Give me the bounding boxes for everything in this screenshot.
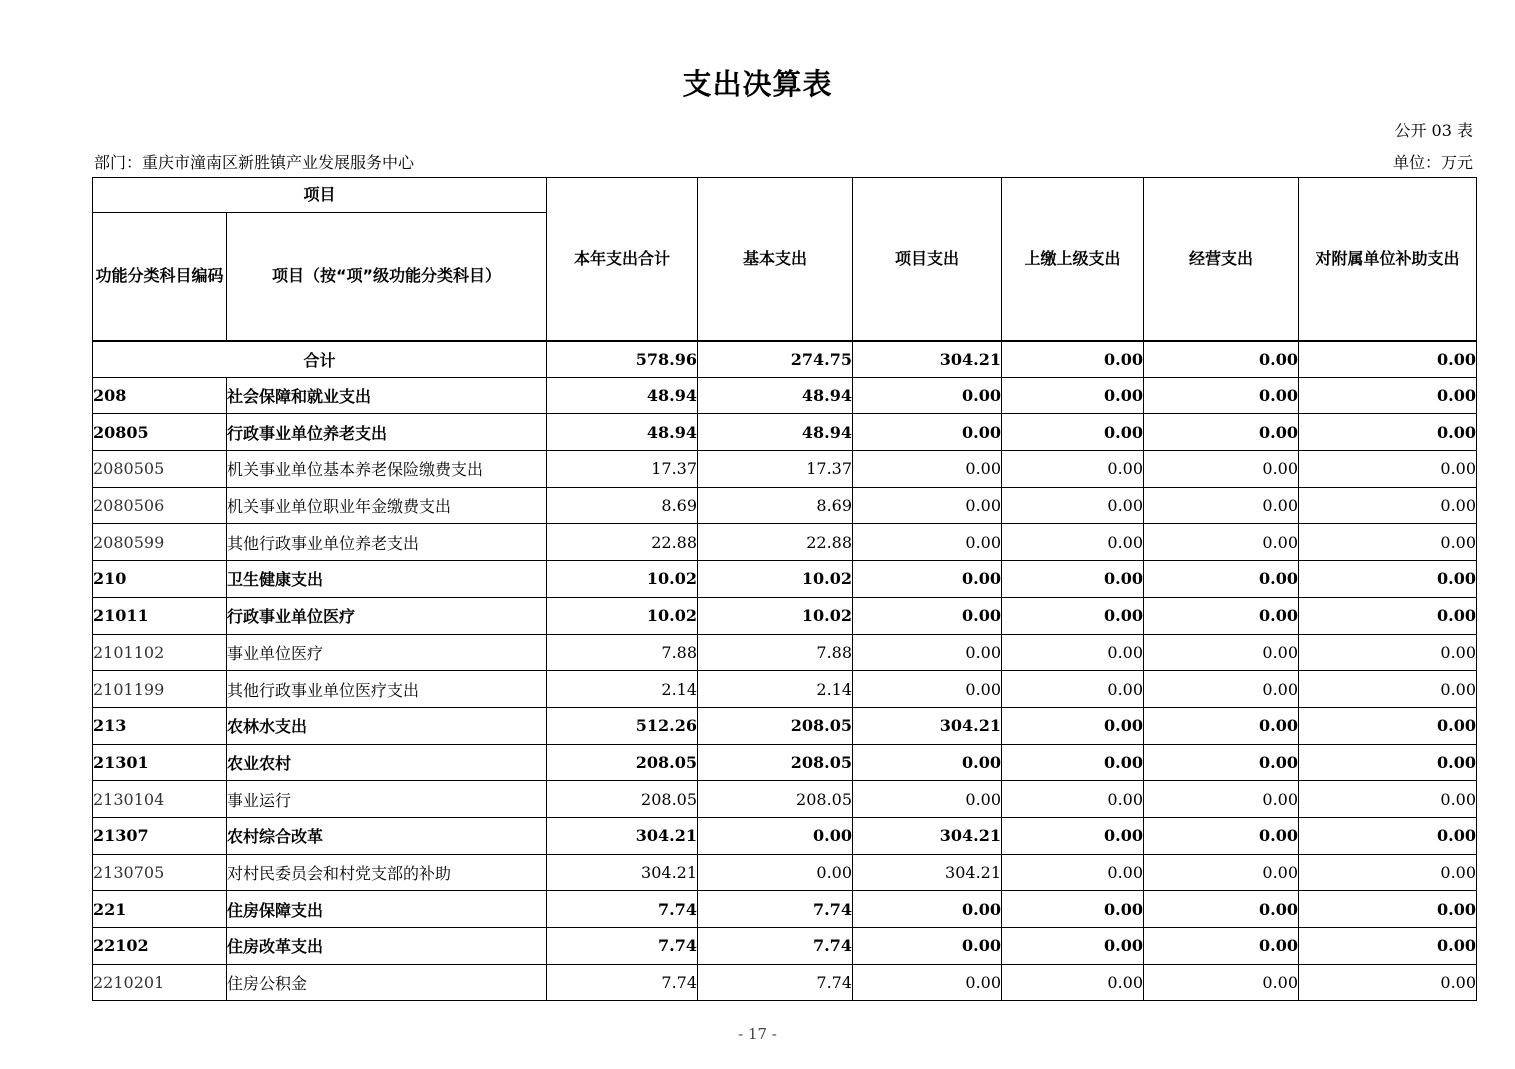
code-cell: 22102 bbox=[93, 928, 227, 965]
total-label: 合计 bbox=[93, 341, 547, 378]
item-name-cell: 农村综合改革 bbox=[227, 817, 547, 854]
total-row bbox=[93, 341, 1477, 378]
item-name-cell: 住房公积金 bbox=[227, 964, 547, 1001]
total-cell: 578.96 bbox=[547, 341, 698, 378]
table-row bbox=[93, 451, 1477, 488]
value-cell: 0.00 bbox=[1002, 928, 1144, 965]
total-cell: 0.00 bbox=[1002, 341, 1144, 378]
item-name-cell: 机关事业单位基本养老保险缴费支出 bbox=[227, 451, 547, 488]
item-name-cell: 农业农村 bbox=[227, 744, 547, 781]
table-row bbox=[93, 964, 1477, 1001]
code-cell: 2101199 bbox=[93, 671, 227, 708]
item-name-cell: 住房改革支出 bbox=[227, 928, 547, 965]
header-subsidy: 对附属单位补助支出 bbox=[1299, 178, 1477, 341]
value-cell: 22.88 bbox=[547, 524, 698, 561]
value-cell: 208.05 bbox=[698, 781, 853, 818]
value-cell: 0.00 bbox=[1002, 781, 1144, 818]
value-cell: 0.00 bbox=[853, 597, 1002, 634]
value-cell: 0.00 bbox=[1144, 597, 1299, 634]
value-cell: 0.00 bbox=[1144, 561, 1299, 598]
value-cell: 2.14 bbox=[547, 671, 698, 708]
value-cell: 0.00 bbox=[1299, 781, 1477, 818]
header-basic: 基本支出 bbox=[698, 178, 853, 341]
code-cell: 210 bbox=[93, 561, 227, 598]
value-cell: 0.00 bbox=[1299, 377, 1477, 414]
code-cell: 20805 bbox=[93, 414, 227, 451]
code-cell: 2210201 bbox=[93, 964, 227, 1001]
header-business: 经营支出 bbox=[1144, 178, 1299, 341]
value-cell: 208.05 bbox=[698, 744, 853, 781]
value-cell: 0.00 bbox=[1299, 451, 1477, 488]
department-label: 部门：重庆市潼南区新胜镇产业发展服务中心 bbox=[94, 153, 415, 172]
code-cell: 2080599 bbox=[93, 524, 227, 561]
value-cell: 7.74 bbox=[547, 928, 698, 965]
value-cell: 0.00 bbox=[1144, 414, 1299, 451]
table-row bbox=[93, 671, 1477, 708]
value-cell: 17.37 bbox=[547, 451, 698, 488]
value-cell: 0.00 bbox=[1299, 964, 1477, 1001]
table-row bbox=[93, 377, 1477, 414]
value-cell: 0.00 bbox=[853, 451, 1002, 488]
value-cell: 0.00 bbox=[1002, 597, 1144, 634]
value-cell: 0.00 bbox=[853, 414, 1002, 451]
table-row bbox=[93, 928, 1477, 965]
table-row bbox=[93, 524, 1477, 561]
value-cell: 0.00 bbox=[1002, 487, 1144, 524]
value-cell: 0.00 bbox=[1002, 671, 1144, 708]
value-cell: 0.00 bbox=[1144, 891, 1299, 928]
value-cell: 0.00 bbox=[1299, 597, 1477, 634]
value-cell: 0.00 bbox=[1144, 487, 1299, 524]
header-upper: 上缴上级支出 bbox=[1002, 178, 1144, 341]
table-row bbox=[93, 817, 1477, 854]
item-name-cell: 事业运行 bbox=[227, 781, 547, 818]
value-cell: 0.00 bbox=[1144, 817, 1299, 854]
value-cell: 0.00 bbox=[1002, 744, 1144, 781]
page-number: - 17 - bbox=[738, 1025, 777, 1043]
value-cell: 2.14 bbox=[698, 671, 853, 708]
value-cell: 0.00 bbox=[1002, 634, 1144, 671]
value-cell: 304.21 bbox=[547, 817, 698, 854]
value-cell: 0.00 bbox=[1144, 854, 1299, 891]
code-cell: 21011 bbox=[93, 597, 227, 634]
item-name-cell: 其他行政事业单位医疗支出 bbox=[227, 671, 547, 708]
item-name-cell: 机关事业单位职业年金缴费支出 bbox=[227, 487, 547, 524]
value-cell: 0.00 bbox=[1144, 524, 1299, 561]
value-cell: 0.00 bbox=[1299, 414, 1477, 451]
item-name-cell: 对村民委员会和村党支部的补助 bbox=[227, 854, 547, 891]
value-cell: 0.00 bbox=[1002, 964, 1144, 1001]
value-cell: 0.00 bbox=[853, 744, 1002, 781]
item-name-cell: 行政事业单位医疗 bbox=[227, 597, 547, 634]
value-cell: 0.00 bbox=[853, 634, 1002, 671]
value-cell: 0.00 bbox=[1144, 671, 1299, 708]
value-cell: 0.00 bbox=[853, 928, 1002, 965]
value-cell: 0.00 bbox=[1002, 377, 1144, 414]
value-cell: 0.00 bbox=[1002, 707, 1144, 744]
value-cell: 8.69 bbox=[547, 487, 698, 524]
value-cell: 304.21 bbox=[853, 817, 1002, 854]
code-cell: 208 bbox=[93, 377, 227, 414]
item-name-cell: 事业单位医疗 bbox=[227, 634, 547, 671]
item-name-cell: 住房保障支出 bbox=[227, 891, 547, 928]
value-cell: 0.00 bbox=[1002, 854, 1144, 891]
total-cell: 274.75 bbox=[698, 341, 853, 378]
value-cell: 304.21 bbox=[547, 854, 698, 891]
value-cell: 0.00 bbox=[853, 891, 1002, 928]
table-row bbox=[93, 744, 1477, 781]
value-cell: 0.00 bbox=[1144, 451, 1299, 488]
value-cell: 208.05 bbox=[698, 707, 853, 744]
value-cell: 208.05 bbox=[547, 781, 698, 818]
code-cell: 2130705 bbox=[93, 854, 227, 891]
item-name-cell: 行政事业单位养老支出 bbox=[227, 414, 547, 451]
value-cell: 0.00 bbox=[1144, 634, 1299, 671]
value-cell: 0.00 bbox=[853, 377, 1002, 414]
value-cell: 0.00 bbox=[853, 781, 1002, 818]
value-cell: 8.69 bbox=[698, 487, 853, 524]
value-cell: 10.02 bbox=[547, 597, 698, 634]
item-name-cell: 卫生健康支出 bbox=[227, 561, 547, 598]
code-cell: 2080505 bbox=[93, 451, 227, 488]
value-cell: 7.74 bbox=[698, 964, 853, 1001]
value-cell: 0.00 bbox=[1299, 817, 1477, 854]
table-row bbox=[93, 487, 1477, 524]
table-row bbox=[93, 707, 1477, 744]
value-cell: 7.88 bbox=[547, 634, 698, 671]
value-cell: 512.26 bbox=[547, 707, 698, 744]
value-cell: 0.00 bbox=[1002, 817, 1144, 854]
value-cell: 0.00 bbox=[1144, 964, 1299, 1001]
value-cell: 208.05 bbox=[547, 744, 698, 781]
page-title: 支出决算表 bbox=[682, 67, 833, 101]
value-cell: 0.00 bbox=[1299, 524, 1477, 561]
unit-label: 单位：万元 bbox=[1392, 153, 1473, 172]
item-name-cell: 社会保障和就业支出 bbox=[227, 377, 547, 414]
value-cell: 0.00 bbox=[1144, 744, 1299, 781]
header-code: 功能分类科目编码 bbox=[93, 213, 227, 341]
value-cell: 7.74 bbox=[698, 891, 853, 928]
total-cell: 0.00 bbox=[1144, 341, 1299, 378]
code-cell: 2130104 bbox=[93, 781, 227, 818]
value-cell: 0.00 bbox=[698, 817, 853, 854]
table-row bbox=[93, 854, 1477, 891]
code-cell: 221 bbox=[93, 891, 227, 928]
code-cell: 21307 bbox=[93, 817, 227, 854]
value-cell: 7.74 bbox=[547, 964, 698, 1001]
value-cell: 48.94 bbox=[547, 414, 698, 451]
value-cell: 0.00 bbox=[1299, 671, 1477, 708]
code-cell: 2101102 bbox=[93, 634, 227, 671]
value-cell: 0.00 bbox=[1002, 891, 1144, 928]
value-cell: 0.00 bbox=[698, 854, 853, 891]
header-project-expense: 项目支出 bbox=[853, 178, 1002, 341]
item-name-cell: 其他行政事业单位养老支出 bbox=[227, 524, 547, 561]
value-cell: 0.00 bbox=[1002, 561, 1144, 598]
code-cell: 21301 bbox=[93, 744, 227, 781]
table-row bbox=[93, 561, 1477, 598]
total-cell: 0.00 bbox=[1299, 341, 1477, 378]
header-item: 项目（按“项”级功能分类科目） bbox=[227, 213, 547, 341]
value-cell: 0.00 bbox=[1144, 377, 1299, 414]
table-row bbox=[93, 634, 1477, 671]
value-cell: 48.94 bbox=[698, 377, 853, 414]
value-cell: 0.00 bbox=[1002, 414, 1144, 451]
value-cell: 0.00 bbox=[853, 964, 1002, 1001]
total-cell: 304.21 bbox=[853, 341, 1002, 378]
value-cell: 0.00 bbox=[1299, 561, 1477, 598]
value-cell: 0.00 bbox=[1299, 634, 1477, 671]
header-total: 本年支出合计 bbox=[547, 178, 698, 341]
value-cell: 48.94 bbox=[547, 377, 698, 414]
value-cell: 22.88 bbox=[698, 524, 853, 561]
table-row bbox=[93, 414, 1477, 451]
value-cell: 0.00 bbox=[853, 561, 1002, 598]
item-name-cell: 农林水支出 bbox=[227, 707, 547, 744]
value-cell: 0.00 bbox=[1299, 744, 1477, 781]
value-cell: 0.00 bbox=[1002, 451, 1144, 488]
form-number: 公开 03 表 bbox=[1394, 121, 1473, 140]
table-row bbox=[93, 781, 1477, 818]
value-cell: 0.00 bbox=[1002, 524, 1144, 561]
value-cell: 0.00 bbox=[853, 524, 1002, 561]
code-cell: 213 bbox=[93, 707, 227, 744]
value-cell: 7.74 bbox=[547, 891, 698, 928]
value-cell: 304.21 bbox=[853, 707, 1002, 744]
value-cell: 48.94 bbox=[698, 414, 853, 451]
code-cell: 2080506 bbox=[93, 487, 227, 524]
value-cell: 0.00 bbox=[853, 487, 1002, 524]
value-cell: 0.00 bbox=[1299, 854, 1477, 891]
value-cell: 0.00 bbox=[1144, 781, 1299, 818]
value-cell: 0.00 bbox=[1299, 891, 1477, 928]
table-row bbox=[93, 891, 1477, 928]
table-row bbox=[93, 597, 1477, 634]
value-cell: 304.21 bbox=[853, 854, 1002, 891]
value-cell: 0.00 bbox=[1299, 928, 1477, 965]
header-project: 项目 bbox=[93, 178, 547, 213]
value-cell: 7.88 bbox=[698, 634, 853, 671]
value-cell: 0.00 bbox=[853, 671, 1002, 708]
expenditure-table bbox=[92, 177, 1477, 1001]
value-cell: 0.00 bbox=[1299, 707, 1477, 744]
value-cell: 10.02 bbox=[698, 561, 853, 598]
value-cell: 17.37 bbox=[698, 451, 853, 488]
value-cell: 10.02 bbox=[547, 561, 698, 598]
value-cell: 0.00 bbox=[1144, 707, 1299, 744]
value-cell: 7.74 bbox=[698, 928, 853, 965]
value-cell: 10.02 bbox=[698, 597, 853, 634]
value-cell: 0.00 bbox=[1299, 487, 1477, 524]
value-cell: 0.00 bbox=[1144, 928, 1299, 965]
